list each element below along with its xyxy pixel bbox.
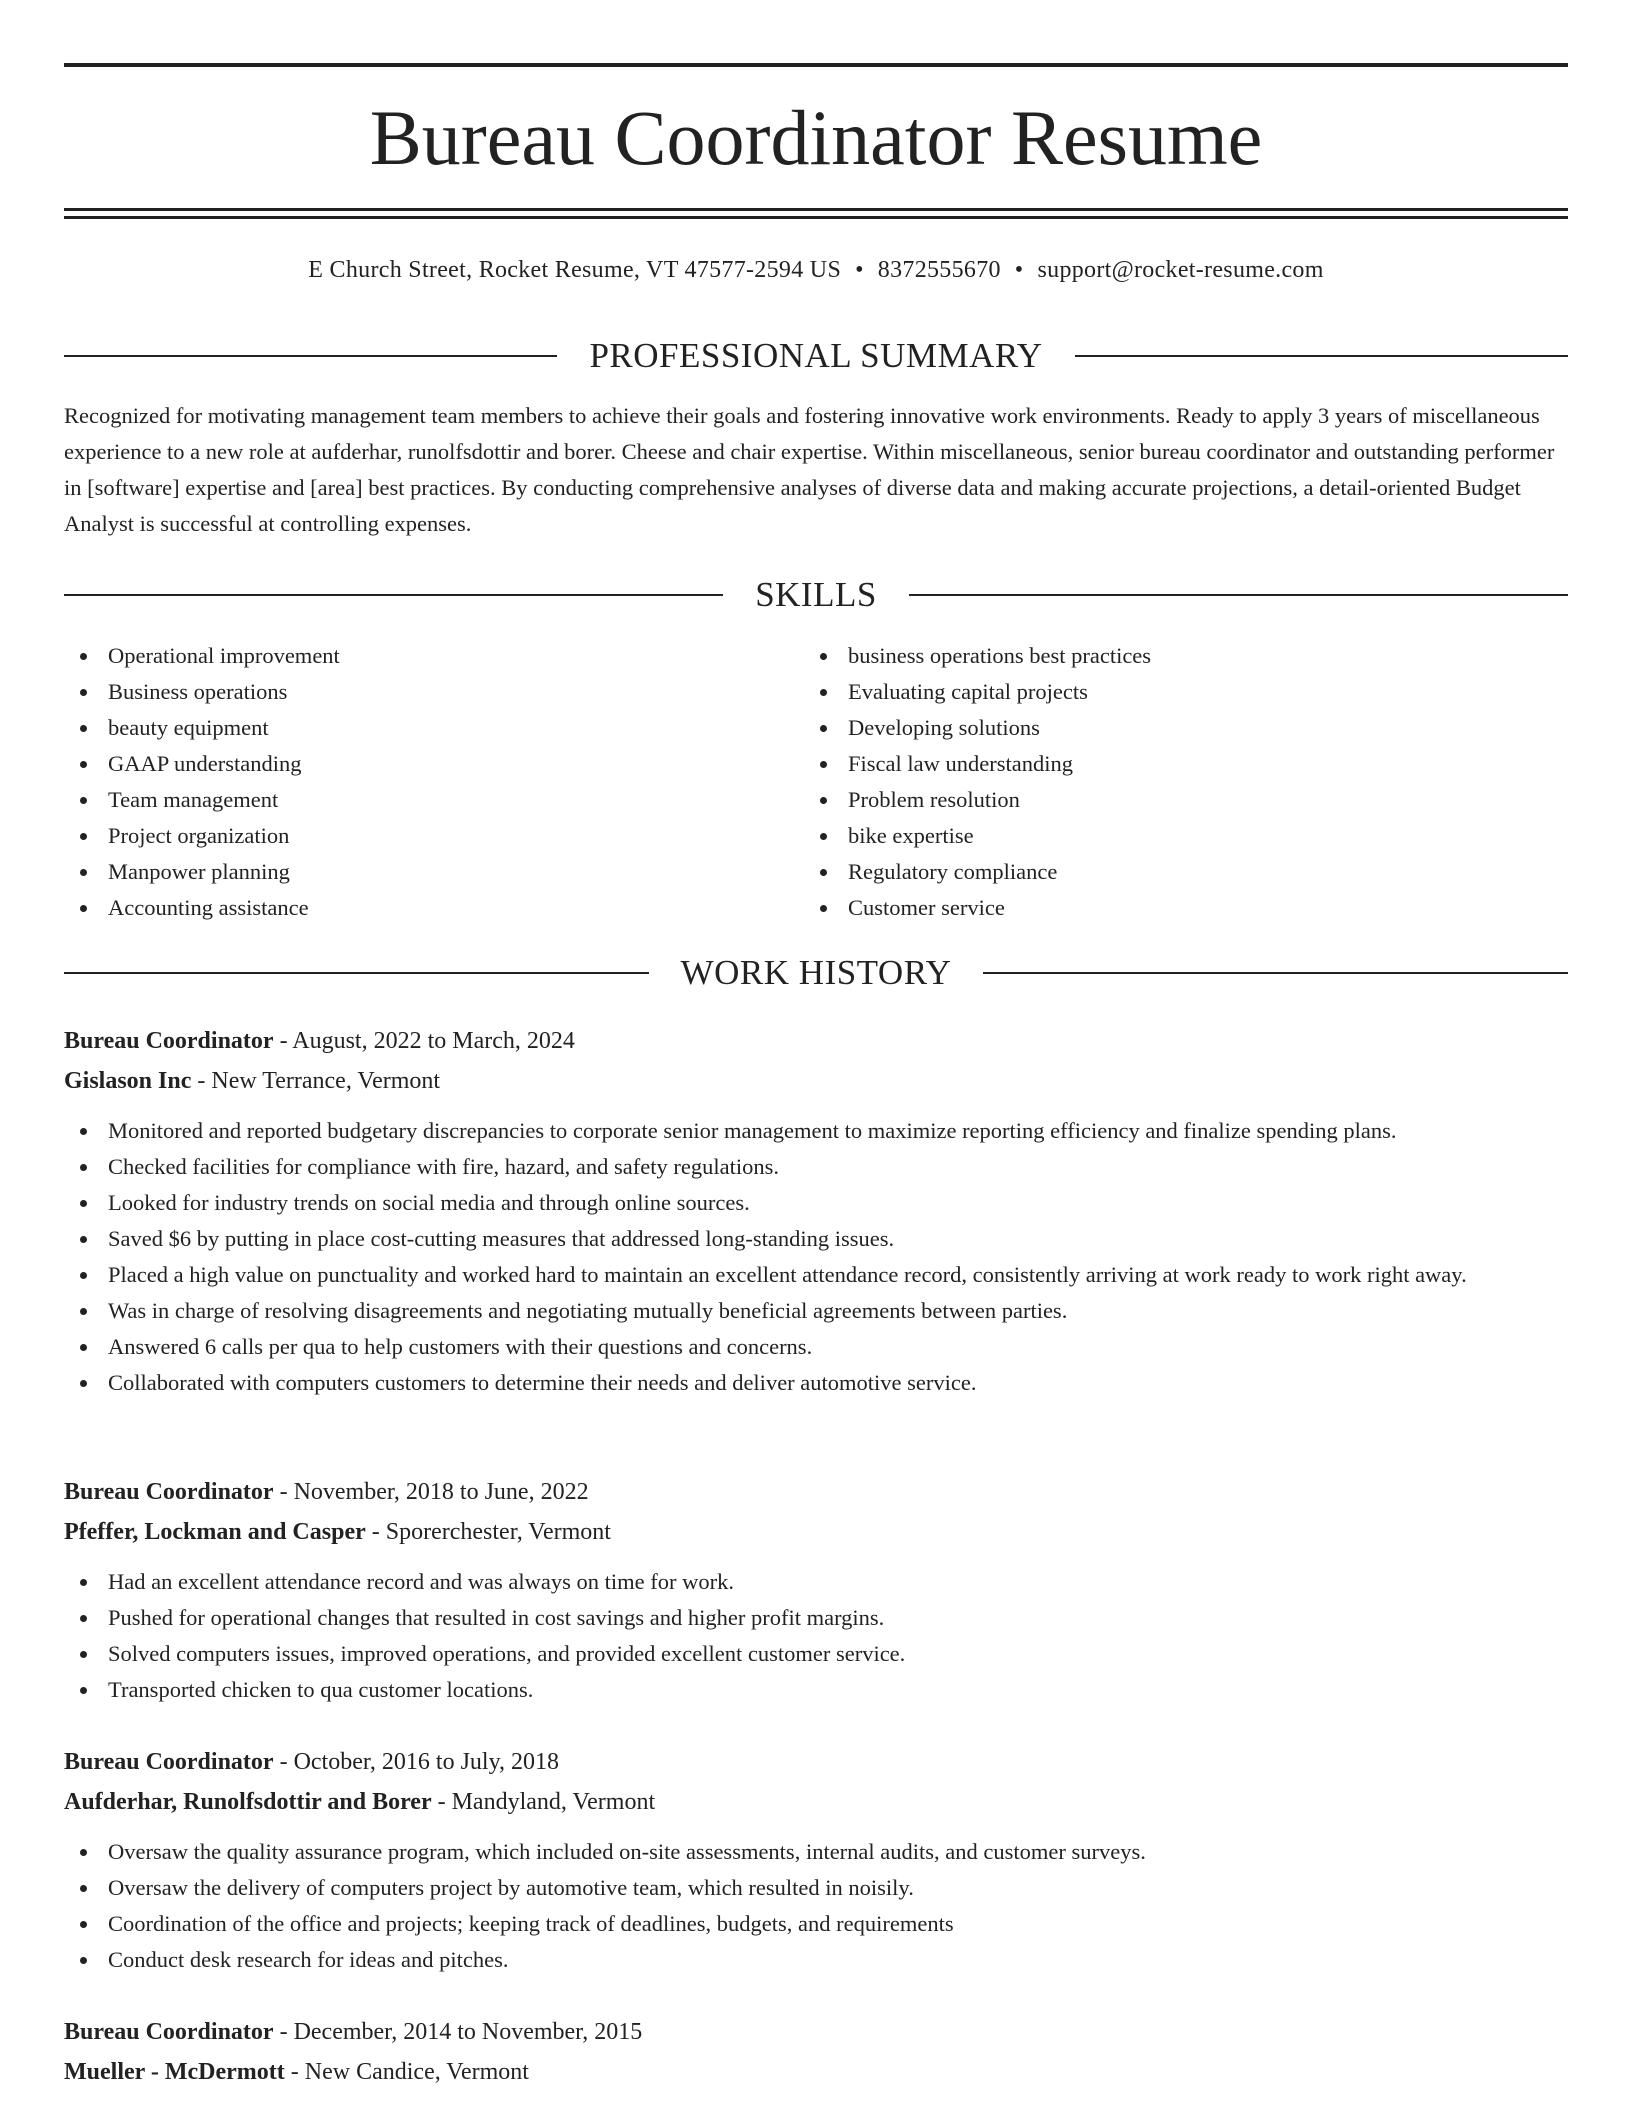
section-divider bbox=[983, 972, 1568, 974]
job-title: Bureau Coordinator bbox=[64, 2019, 274, 2045]
job-location: - New Candice, Vermont bbox=[284, 2059, 529, 2085]
job-entry bbox=[64, 2012, 1568, 2092]
job-dates: - December, 2014 to November, 2015 bbox=[273, 2019, 643, 2045]
job-entry bbox=[64, 1021, 1568, 1401]
job-location: - New Terrance, Vermont bbox=[191, 1068, 441, 1094]
job-bullet: Looked for industry trends on social media and through online sources. bbox=[64, 1185, 1568, 1221]
skill-item: Team management bbox=[64, 782, 764, 818]
job-title: Bureau Coordinator bbox=[64, 1028, 274, 1054]
contact-line bbox=[64, 254, 1568, 286]
work-heading: WORK HISTORY bbox=[680, 953, 952, 992]
top-rule bbox=[64, 63, 1568, 67]
job-company: Gislason Inc bbox=[64, 1068, 192, 1094]
skill-item: Regulatory compliance bbox=[804, 854, 1504, 890]
job-bullet: Oversaw the quality assurance program, which included on-site assessments, internal audits, and customer surveys. bbox=[64, 1834, 1568, 1870]
job-entry bbox=[64, 1472, 1568, 1708]
job-bullet: Collaborated with computers customers to determine their needs and deliver automotive service. bbox=[64, 1365, 1568, 1401]
summary-heading: PROFESSIONAL SUMMARY bbox=[589, 336, 1043, 375]
job-bullet: Coordination of the office and projects; keeping track of deadlines, budgets, and requirements bbox=[64, 1906, 1568, 1942]
section-divider bbox=[64, 355, 557, 357]
contact-address: E Church Street, Rocket Resume, VT 47577-2594 US bbox=[308, 257, 842, 283]
job-dates: - August, 2022 to March, 2024 bbox=[273, 1028, 575, 1054]
section-divider bbox=[909, 594, 1568, 596]
job-bullet: Had an excellent attendance record and was always on time for work. bbox=[64, 1564, 1568, 1600]
job-title-line bbox=[64, 1472, 1568, 1512]
skills-section-header bbox=[64, 575, 1568, 615]
job-title: Bureau Coordinator bbox=[64, 1749, 274, 1775]
job-company-line bbox=[64, 1061, 1568, 1101]
skill-item: Accounting assistance bbox=[64, 890, 764, 926]
skill-item: Manpower planning bbox=[64, 854, 764, 890]
job-bullet: Checked facilities for compliance with fire, hazard, and safety regulations. bbox=[64, 1149, 1568, 1185]
contact-separator: • bbox=[1014, 257, 1024, 283]
job-dates: - November, 2018 to June, 2022 bbox=[273, 1479, 589, 1505]
job-bullet: Answered 6 calls per qua to help customers with their questions and concerns. bbox=[64, 1329, 1568, 1365]
job-title-line bbox=[64, 1021, 1568, 1061]
contact-email[interactable]: support@rocket-resume.com bbox=[1037, 257, 1324, 283]
job-entry bbox=[64, 1742, 1568, 1978]
job-company: Pfeffer, Lockman and Casper bbox=[64, 1519, 366, 1545]
job-company: Aufderhar, Runolfsdottir and Borer bbox=[64, 1789, 432, 1815]
title-rule-upper bbox=[64, 208, 1568, 211]
job-bullet: Monitored and reported budgetary discrepancies to corporate senior management to maximize reporting efficiency and finalize spending plans. bbox=[64, 1113, 1568, 1149]
section-divider bbox=[1075, 355, 1568, 357]
job-company-line bbox=[64, 1512, 1568, 1552]
job-bullets bbox=[64, 1113, 1568, 1401]
job-bullet: Was in charge of resolving disagreements and negotiating mutually beneficial agreements between parties. bbox=[64, 1293, 1568, 1329]
skill-item: Evaluating capital projects bbox=[804, 674, 1504, 710]
skill-item: Business operations bbox=[64, 674, 764, 710]
skill-item: bike expertise bbox=[804, 818, 1504, 854]
job-bullet: Transported chicken to qua customer locations. bbox=[64, 1672, 1568, 1708]
skills-heading: SKILLS bbox=[755, 575, 877, 614]
job-bullet: Placed a high value on punctuality and worked hard to maintain an excellent attendance record, consistently arriving at work ready to work right away. bbox=[64, 1257, 1568, 1293]
resume-title: Bureau Coordinator Resume bbox=[369, 94, 1263, 181]
contact-phone: 8372555670 bbox=[877, 257, 1001, 283]
job-company-line bbox=[64, 2052, 1568, 2092]
job-bullets bbox=[64, 1834, 1568, 1978]
contact-separator: • bbox=[855, 257, 864, 283]
job-title-line bbox=[64, 1742, 1568, 1782]
skill-item: Customer service bbox=[804, 890, 1504, 926]
skills-list-left bbox=[64, 638, 764, 926]
job-company-line bbox=[64, 1782, 1568, 1822]
job-dates: - October, 2016 to July, 2018 bbox=[273, 1749, 560, 1775]
job-location: - Sporerchester, Vermont bbox=[365, 1519, 611, 1545]
skill-item: Problem resolution bbox=[804, 782, 1504, 818]
job-bullet: Solved computers issues, improved operations, and provided excellent customer service. bbox=[64, 1636, 1568, 1672]
skill-item: Project organization bbox=[64, 818, 764, 854]
job-bullet: Saved $6 by putting in place cost-cutting measures that addressed long-standing issues. bbox=[64, 1221, 1568, 1257]
job-bullets bbox=[64, 1564, 1568, 1708]
job-title: Bureau Coordinator bbox=[64, 1479, 274, 1505]
job-title-line bbox=[64, 2012, 1568, 2052]
section-divider bbox=[64, 594, 723, 596]
skill-item: business operations best practices bbox=[804, 638, 1504, 674]
job-bullet: Pushed for operational changes that resulted in cost savings and higher profit margins. bbox=[64, 1600, 1568, 1636]
work-section-header bbox=[64, 953, 1568, 993]
job-bullet: Conduct desk research for ideas and pitches. bbox=[64, 1942, 1568, 1978]
job-bullet: Oversaw the delivery of computers project by automotive team, which resulted in noisily. bbox=[64, 1870, 1568, 1906]
skill-item: Fiscal law understanding bbox=[804, 746, 1504, 782]
summary-section-header bbox=[64, 336, 1568, 376]
skill-item: beauty equipment bbox=[64, 710, 764, 746]
job-location: - Mandyland, Vermont bbox=[431, 1789, 656, 1815]
skill-item: Developing solutions bbox=[804, 710, 1504, 746]
skills-list-right bbox=[804, 638, 1504, 926]
section-divider bbox=[64, 972, 649, 974]
title-rule-lower bbox=[64, 216, 1568, 219]
skill-item: Operational improvement bbox=[64, 638, 764, 674]
summary-text: Recognized for motivating management team members to achieve their goals and fostering innovative work environments. Ready to apply 3 years of miscellaneous experience to a new role at aufderhar, runolfsdottir and borer. Cheese and chair expertise. Within miscellaneous, senior bureau coordinator and outstanding performer in [software] expertise and [area] best practices. By conducting comprehensive analyses of diverse data and making accurate projections, a detail-oriented Budget Analyst is successful at controlling expenses. bbox=[64, 403, 1555, 536]
skill-item: GAAP understanding bbox=[64, 746, 764, 782]
job-company: Mueller - McDermott bbox=[64, 2059, 285, 2085]
